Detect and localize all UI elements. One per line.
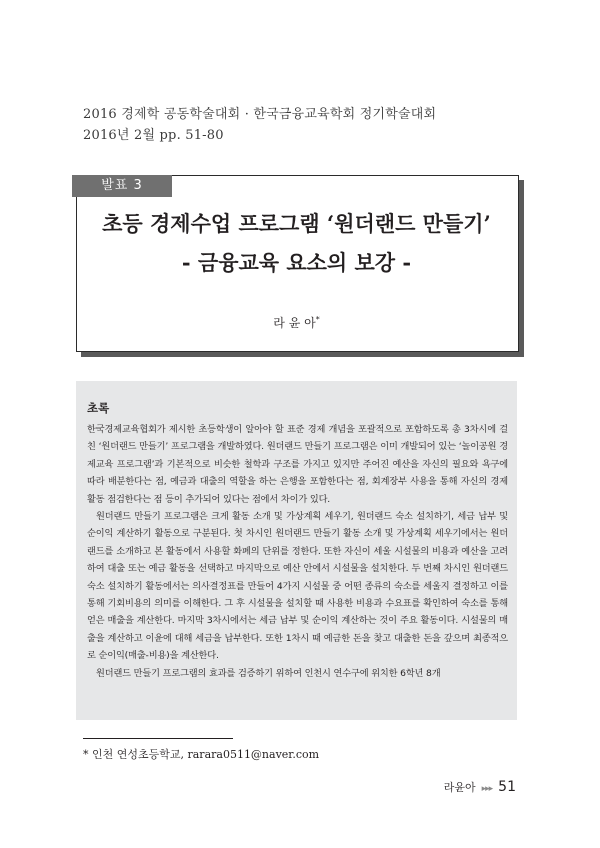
footer-author: 라윤아 <box>443 781 476 794</box>
presentation-tag: 발표 3 <box>72 175 172 197</box>
author-name: 라 윤 아 <box>273 316 316 330</box>
footnote: * 인천 연성초등학교, rarara0511@naver.com <box>83 748 320 761</box>
page-number: 51 <box>498 779 516 795</box>
paper-subtitle: - 금융교육 요소의 보강 - <box>181 250 412 275</box>
abstract-paragraph: 원더랜드 만들기 프로그램의 효과를 검증하기 위하여 인천시 연수구에 위치한 6학년 8개 <box>96 667 441 679</box>
abstract-box <box>76 381 517 720</box>
author <box>76 314 517 331</box>
author-footnote-mark: * <box>315 315 320 324</box>
conference-date-pages: 2016년 2월 pp. 51-80 <box>83 128 224 143</box>
paper-title: 초등 경제수업 프로그램 ‘원더랜드 만들기’ <box>102 211 491 236</box>
abstract-heading: 초록 <box>87 401 110 415</box>
conference-line: 2016 경제학 공동학술대회 · 한국금융교육학회 정기학술대회 <box>83 107 437 122</box>
triple-arrow-icon: ▸▸▸ <box>481 784 493 794</box>
page-footer <box>444 779 516 795</box>
footnote-rule <box>83 738 233 739</box>
abstract-paragraph: 원더랜드 만들기 프로그램은 크게 활동 소개 및 가상계획 세우기, 원더랜드 숙소 설치하기, 세금 납부 및 순이익 계산하기 활동으로 구분된다. 첫 차시인 원더랜드 만들기 활동 소개 및 가상계획 세우기에서는 원더랜드를 소개하고 본 활동에서 사용할 화폐의 단위를 정한다. 또한 자신이 세울 시설물의 비용과 예산을 고려하여 대출 또는 예금 활동을 선택하고 마지막으로 예산 안에서 시설물을 설치한다. 두 번째 차시인 원더랜드 숙소 설치하기 활동에서는 의사결정표를 만들어 4가지 시설물 중 어떤 종류의 숙소를 세울지 결정하고 이를 통해 기회비용의 의미를 이해한다. 그 후 시설물을 설치할 때 사용한 비용과 수요표를 확인하여 숙소를 통해 얻은 매출을 계산한다. 마지막 3차시에서는 세금 납부 및 순이익 계산하는 것이 주요 활동이다. 시설물의 매출을 계산하고 이윤에 대해 세금을 납부한다. 또한 1차시 때 예금한 돈을 찾고 대출한 돈을 갚으며 최종적으로 순이익(매출-비용)을 계산한다. <box>87 511 508 662</box>
abstract-paragraph: 한국경제교육협회가 제시한 초등학생이 알아야 할 표준 경제 개념을 포괄적으로 포함하도록 총 3차시에 걸친 ‘원더랜드 만들기’ 프로그램을 개발하였다. 원더랜드 만들기 프로그램은 이미 개발되어 있는 ‘놀이공원 경제교육 프로그램’과 기본적으로 비슷한 철학과 구조를 가지고 있지만 주어진 예산을 자신의 필요와 욕구에 따라 배분한다는 점, 예금과 대출의 역할을 하는 은행을 포함한다는 점, 회계장부 사용을 통해 자신의 경제 활동 점검한다는 점 등이 추가되어 있다는 점에서 차이가 있다. <box>87 424 509 505</box>
